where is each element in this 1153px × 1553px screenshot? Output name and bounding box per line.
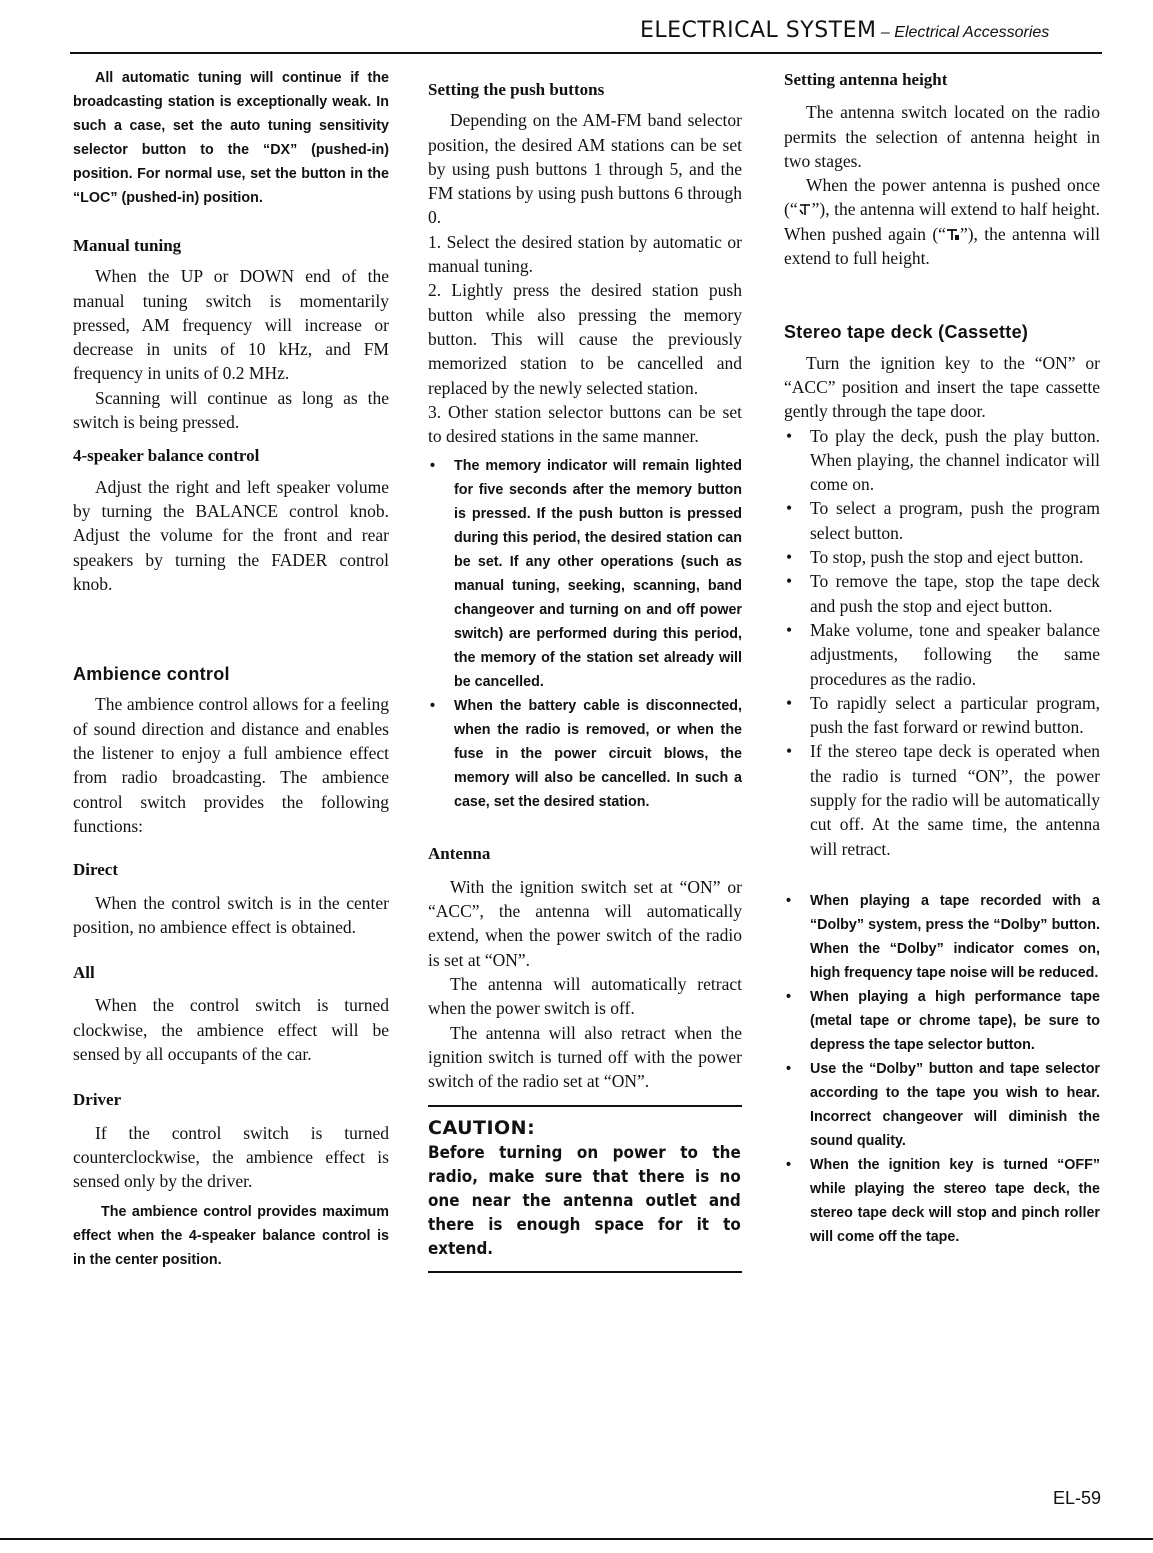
header-rule xyxy=(70,52,1102,54)
antenna-height-heading: Setting antenna height xyxy=(784,70,948,89)
direct-para: When the control switch is in the center position, no ambience effect is obtained. xyxy=(73,892,389,937)
antenna-para-1: With the ignition switch set at “ON” or “ACC”, the antenna will automatically extend, when the power switch of the radio is set at “ON”. xyxy=(428,876,742,970)
dolby-bullet-2 xyxy=(784,985,1100,1057)
column-left xyxy=(73,66,389,1272)
manual-tuning-para-2: Scanning will continue as long as the switch is being pressed. xyxy=(73,387,389,433)
tape-bullet-3-text: To stop, push the stop and eject button. xyxy=(810,547,1084,568)
all-para: When the control switch is turned clockwise, the ambience effect will be sensed by all occupants of the car. xyxy=(73,995,389,1065)
balance-para: Adjust the right and left speaker volume by turning the BALANCE control knob. Adjust the volume for the front and rear speakers by turning the FADER control knob. xyxy=(73,476,389,594)
tape-deck-para: Turn the ignition key to the “ON” or “ACC” position and insert the tape cassette gently through the tape door. xyxy=(784,352,1100,422)
bullet-icon: • xyxy=(786,988,792,1005)
all-heading: All xyxy=(73,963,95,983)
antenna-para-2: The antenna will automatically retract when the power switch is off. xyxy=(428,973,742,1019)
tape-bullet-5 xyxy=(784,618,1100,691)
tape-bullet-4-text: To remove the tape, stop the tape deck and push the stop and eject button. xyxy=(810,571,1100,616)
page-number: EL-59 xyxy=(1053,1488,1102,1508)
bullet-icon: • xyxy=(430,698,436,715)
antenna-full-height-icon xyxy=(946,227,960,241)
caution-box xyxy=(428,1105,742,1273)
page-header xyxy=(640,18,1049,43)
memory-bullet-1-text: The memory indicator will remain lighted for five seconds after the memory button is pressed. If the push button is pressed during this period, the desired station can be set. If any other operations (such as manual tuning, seeking, scanning, band changeover and turning on and off power switch) are performed during this period, the memory of the station set already will be cancelled. xyxy=(454,458,742,691)
header-subtitle: Electrical Accessories xyxy=(894,24,1050,41)
dolby-bullet-1-text: When playing a tape recorded with a “Dolby” system, press the “Dolby” button. When the “Dolby” indicator comes on, high frequency tape noise will be reduced. xyxy=(810,892,1100,981)
bullet-icon: • xyxy=(786,619,793,640)
antenna-half-height-icon xyxy=(798,202,812,216)
antenna-height-text-c: ”), the antenna will extend to full height. xyxy=(784,223,1100,269)
antenna-para-3: The antenna will also retract when the ignition switch is turned off with the power switch of the radio set at “ON”. xyxy=(428,1022,742,1092)
tape-deck-heading: Stereo tape deck (Cassette) xyxy=(784,322,1029,343)
dolby-bullet-3 xyxy=(784,1057,1100,1153)
dolby-bullet-4-text: When the ignition key is turned “OFF” while playing the stereo tape deck, the stereo tape deck will stop and pinch roller will come off the tape. xyxy=(810,1156,1100,1245)
bullet-icon: • xyxy=(786,1060,792,1077)
push-buttons-step-1: 1. Select the desired station by automatic or manual tuning. xyxy=(428,231,742,277)
tape-bullet-7-text: If the stereo tape deck is operated when the radio is turned “ON”, the power supply for the radio will be automatically cut off. At the same time, the antenna will retract. xyxy=(810,741,1100,859)
bullet-icon: • xyxy=(786,547,793,568)
direct-heading: Direct xyxy=(73,860,118,880)
bullet-icon: • xyxy=(430,458,436,475)
tape-bullet-7 xyxy=(784,739,1100,860)
manual-tuning-para-1: When the UP or DOWN end of the manual tuning switch is momentarily pressed, AM frequency will increase or decrease in units of 10 kHz, and FM frequency in units of 0.2 MHz. xyxy=(73,266,389,384)
tape-bullet-4 xyxy=(784,569,1100,618)
dolby-bullet-1 xyxy=(784,889,1100,985)
antenna-height-para-2 xyxy=(784,173,1100,270)
driver-para: If the control switch is turned counterclockwise, the ambience effect is sensed only by the driver. xyxy=(73,1122,389,1192)
push-buttons-heading: Setting the push buttons xyxy=(428,80,605,99)
antenna-height-text-a: When the power antenna is pushed once (“ xyxy=(784,175,1100,220)
tape-bullet-5-text: Make volume, tone and speaker balance adjustments, following the same procedures as the radio. xyxy=(810,619,1100,689)
memory-bullet-2-text: When the battery cable is disconnected, when the radio is removed, or when the fuse in the power circuit blows, the memory will also be cancelled. In such a case, set the desired station. xyxy=(454,698,742,811)
push-buttons-step-2: 2. Lightly press the desired station push button while also pressing the memory button. This will cause the previously memorized station to be cancelled and replaced by the newly selected station. xyxy=(428,280,742,398)
header-title: ELECTRICAL SYSTEM xyxy=(640,18,877,43)
bullet-icon: • xyxy=(786,498,793,519)
bullet-icon: • xyxy=(786,425,793,446)
header-separator: – xyxy=(876,24,895,41)
manual-tuning-heading: Manual tuning xyxy=(73,236,182,255)
tape-bullet-3 xyxy=(784,545,1100,569)
bullet-icon: • xyxy=(786,741,793,762)
dolby-bullet-4 xyxy=(784,1153,1100,1249)
auto-tuning-note: All automatic tuning will continue if the broadcasting station is exceptionally weak. In such a case, set the auto tuning sensitivity selector button to the “DX” (pushed-in) position. For normal use, set the button in the “LOC” (pushed-in) position. xyxy=(73,70,389,206)
footer-rule xyxy=(0,1538,1153,1540)
column-middle xyxy=(428,66,742,1273)
ambience-para: The ambience control allows for a feeling of sound direction and distance and enables the listener to enjoy a full ambience effect from radio broadcasting. The ambience control switch provides the following functions: xyxy=(73,694,389,836)
dolby-bullet-3-text: Use the “Dolby” button and tape selector according to the tape you wish to hear. Incorrect changeover will diminish the sound quality. xyxy=(810,1060,1100,1149)
caution-title: CAUTION: xyxy=(428,1117,536,1140)
ambience-heading: Ambience control xyxy=(73,664,230,685)
bullet-icon: • xyxy=(786,892,792,909)
push-buttons-step-3: 3. Other station selector buttons can be set to desired stations in the same manner. xyxy=(428,401,742,447)
ambience-note: The ambience control provides maximum effect when the 4-speaker balance control is in the center position. xyxy=(73,1203,389,1268)
push-buttons-para: Depending on the AM-FM band selector position, the desired AM stations can be set by using push buttons 1 through 5, and the FM stations by using push buttons 6 through 0. xyxy=(428,110,742,228)
tape-bullet-2 xyxy=(784,496,1100,545)
tape-bullet-1-text: To play the deck, push the play button. When playing, the channel indicator will come on. xyxy=(810,425,1100,495)
bullet-icon: • xyxy=(786,571,793,592)
tape-bullet-6-text: To rapidly select a particular program, push the fast forward or rewind button. xyxy=(810,692,1100,738)
bullet-icon: • xyxy=(786,692,793,713)
tape-bullet-1 xyxy=(784,424,1100,497)
balance-heading: 4-speaker balance control xyxy=(73,446,260,466)
caution-text: Before turning on power to the radio, make sure that there is no one near the antenna outlet and there is enough space for it to extend. xyxy=(428,1143,741,1259)
tape-bullet-6 xyxy=(784,691,1100,740)
tape-bullet-2-text: To select a program, push the program select button. xyxy=(810,498,1100,543)
memory-bullet-1 xyxy=(428,454,742,694)
antenna-height-text-b: ”), the antenna will extend to half height. When pushed again (“ xyxy=(784,199,1100,244)
memory-bullet-2 xyxy=(428,694,742,814)
antenna-heading: Antenna xyxy=(428,844,491,864)
antenna-height-para-1: The antenna switch located on the radio permits the selection of antenna height in two stages. xyxy=(784,102,1100,171)
bullet-icon: • xyxy=(786,1156,792,1173)
driver-heading: Driver xyxy=(73,1090,122,1110)
dolby-bullet-2-text: When playing a high performance tape (metal tape or chrome tape), be sure to depress the tape selector button. xyxy=(810,988,1100,1053)
column-right xyxy=(784,66,1100,1249)
